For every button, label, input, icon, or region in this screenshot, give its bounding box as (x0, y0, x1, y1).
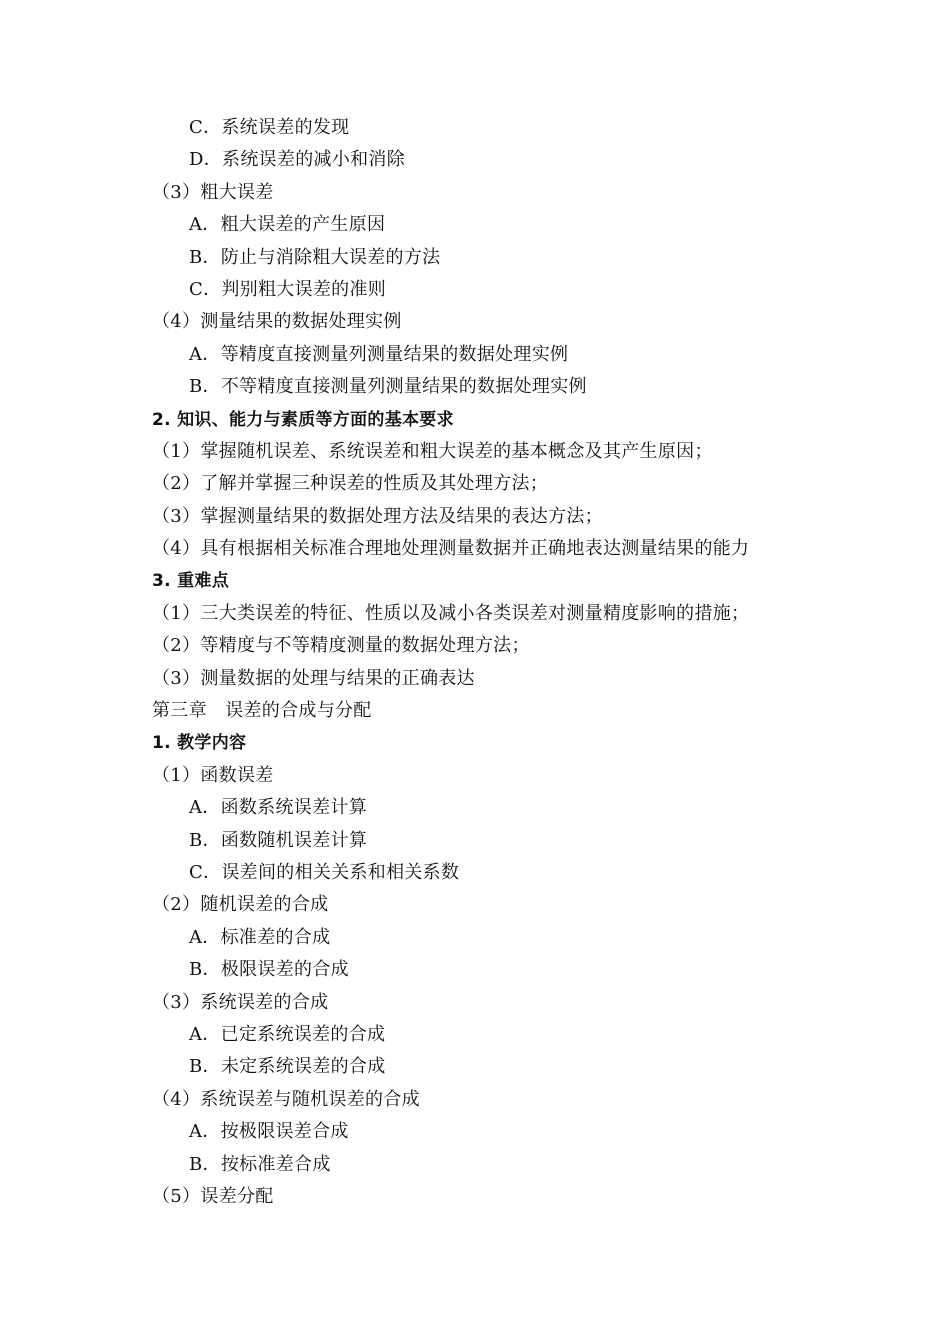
numbered-item-line: （1）掌握随机误差、系统误差和粗大误差的基本概念及其产生原因； (152, 440, 713, 462)
sub-item-line: C．系统误差的发现 (189, 117, 350, 138)
numbered-item-line: （2）随机误差的合成 (152, 894, 329, 916)
sub-item-line: A．等精度直接测量列测量结果的数据处理实例 (189, 343, 569, 365)
section-heading: 2. 知识、能力与素质等方面的基本要求 (152, 409, 454, 430)
sub-item-line: A．已定系统误差的合成 (189, 1023, 386, 1045)
sub-item-line: B．不等精度直接测量列测量结果的数据处理实例 (189, 376, 587, 398)
sub-item-line: D．系统误差的减小和消除 (189, 149, 406, 171)
sub-item-line: C．误差间的相关关系和相关系数 (189, 861, 460, 883)
section-heading: 1. 教学内容 (152, 733, 247, 754)
numbered-item-line: （3）系统误差的合成 (152, 991, 329, 1013)
chapter-title: 第三章 误差的合成与分配 (152, 700, 372, 722)
numbered-item-line: （3）掌握测量结果的数据处理方法及结果的表达方法； (152, 505, 603, 527)
sub-item-line: A．粗大误差的产生原因 (189, 214, 386, 236)
sub-item-line: B．函数随机误差计算 (189, 829, 368, 851)
numbered-item-line: （1）三大类误差的特征、性质以及减小各类误差对测量精度影响的措施； (152, 602, 750, 624)
numbered-item-line: （5）误差分配 (152, 1185, 274, 1207)
numbered-item-line: （2）了解并掌握三种误差的性质及其处理方法； (152, 473, 549, 495)
numbered-item-line: （2）等精度与不等精度测量的数据处理方法； (152, 635, 530, 657)
document-page (0, 112, 950, 1213)
numbered-item-line: （4）具有根据相关标准合理地处理测量数据并正确地表达测量结果的能力 (152, 538, 750, 560)
sub-item-line: B．极限误差的合成 (189, 959, 349, 981)
sub-item-line: B．按标准差合成 (189, 1153, 331, 1175)
numbered-item-line: （3）粗大误差 (152, 181, 274, 203)
numbered-item-line: （3）测量数据的处理与结果的正确表达 (152, 667, 475, 689)
numbered-item-line: （4）系统误差与随机误差的合成 (152, 1088, 420, 1110)
sub-item-line: B．防止与消除粗大误差的方法 (189, 246, 441, 268)
numbered-item-line: （4）测量结果的数据处理实例 (152, 311, 402, 333)
sub-item-line: A．按极限误差合成 (189, 1121, 349, 1143)
sub-item-line: C．判别粗大误差的准则 (189, 278, 387, 300)
sub-item-line: B．未定系统误差的合成 (189, 1056, 386, 1078)
sub-item-line: A．标准差的合成 (189, 926, 331, 948)
numbered-item-line: （1）函数误差 (152, 764, 274, 786)
section-heading: 3. 重难点 (152, 571, 230, 592)
sub-item-line: A．函数系统误差计算 (189, 797, 367, 819)
